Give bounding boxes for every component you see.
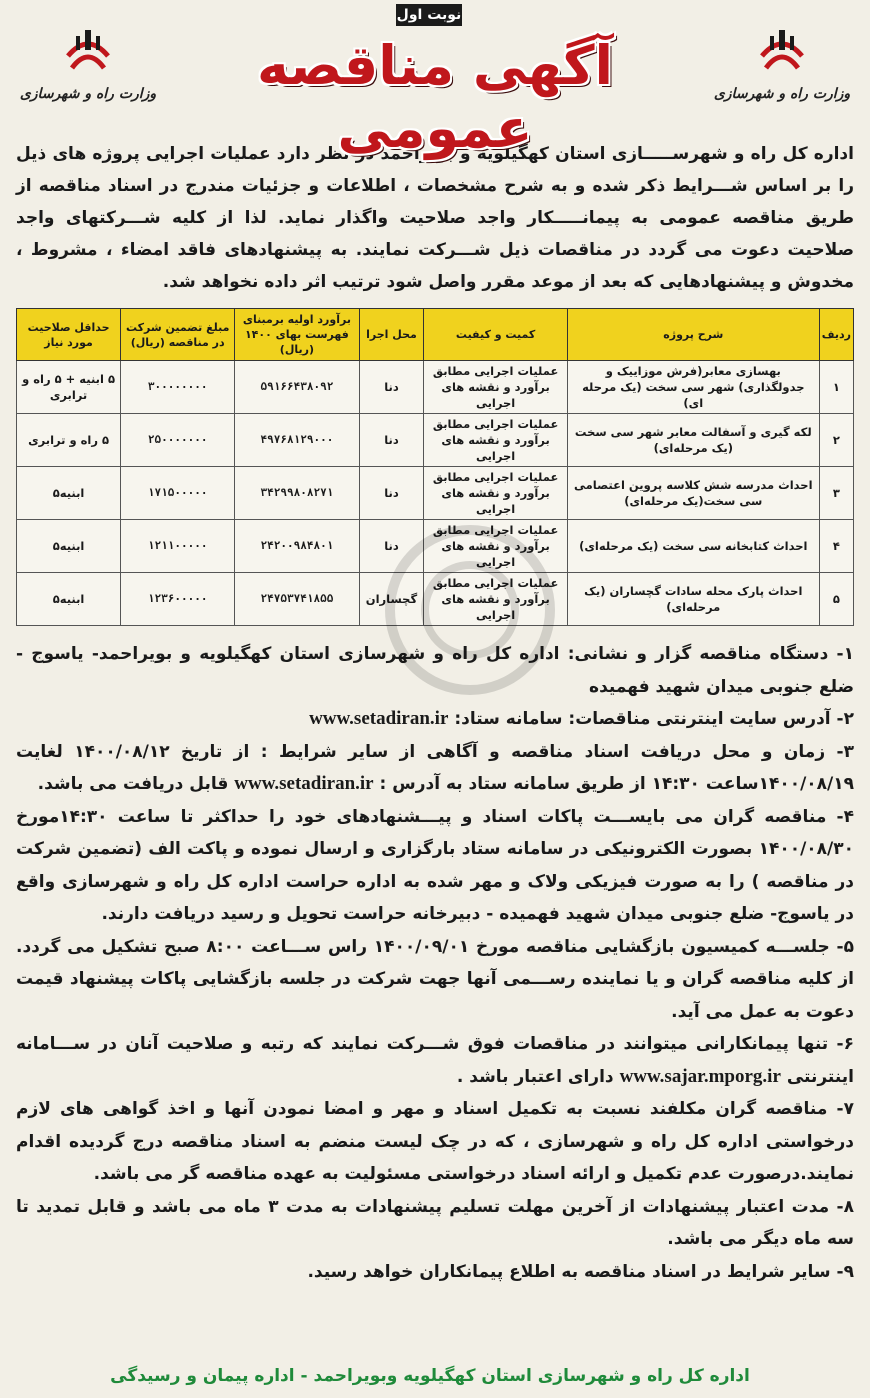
ministry-logo-right <box>712 26 852 126</box>
header-description: شرح پروژه <box>567 309 819 361</box>
cell-qualification: ۵ راه و ترابری <box>17 414 121 467</box>
cell-description: احداث کتابخانه سی سخت (یک مرحله‌ای) <box>567 520 819 573</box>
footer-signature: اداره کل راه و شهرسازی استان کهگیلویه وبویراحمد - اداره پیمان و رسیدگی <box>110 1366 750 1386</box>
cell-qualification: ۵ ابنیه + ۵ راه و ترابری <box>17 361 121 414</box>
cell-description: احداث مدرسه شش کلاسه پروین اعتصامی سی سخت(یک مرحله‌ای) <box>567 467 819 520</box>
condition-3 <box>16 736 854 801</box>
cell-quantity: عملیات اجرایی مطابق برآورد و نقشه های اجرایی <box>424 361 567 414</box>
cell-row-number: ۲ <box>819 414 853 467</box>
cell-qualification: ابنیه۵ <box>17 520 121 573</box>
condition-3-tail: قابل دریافت می باشد. <box>37 774 229 794</box>
cell-qualification: ابنیه۵ <box>17 467 121 520</box>
condition-3-text: ۳- زمان و محل دریافت اسناد مناقصه و آگاهی از سایر شرایط : از تاریخ ۱۴۰۰/۰۸/۱۲ لغایت ۱۴۰۰/۰۸/۱۹ساعت ۱۴:۳۰ از طریق سامانه ستاد به آدرس : <box>16 741 854 794</box>
cell-quantity: عملیات اجرایی مطابق برآورد و نقشه های اجرایی <box>424 520 567 573</box>
cell-estimate: ۵۹۱۶۶۴۳۸۰۹۲ <box>235 361 359 414</box>
cell-quantity: عملیات اجرایی مطابق برآورد و نقشه های اجرایی <box>424 414 567 467</box>
cell-estimate: ۲۴۷۵۳۷۴۱۸۵۵ <box>235 573 359 626</box>
intro-paragraph: اداره کل راه و شهرســـــازی استان کهگیلویه و بویراحمد در نظر دارد عملیات اجرایی پروژه های ذیل را بر اساس شـــرایط ذکر شده و به شرح مشخصات ، اطلاعات و جزئیات مندرج در اسناد مناقصه از طریق مناقصه عمومی به پیمانـــــکار واجد صلاحیت واگذار نماید. لذا از کلیه شـــرکتهای واجد صلاحیت دعوت می گردد در مناقصات ذیل شـــرکت نمایند. به پیشنهادهای فاقد امضاء ، مشروط ، مخدوش و پیشنهادهایی که بعد از موعد مقرر واصل شود ترتیب اثر داده نخواهد شد. <box>16 144 854 292</box>
header-estimate: برآورد اولیه برمبنای فهرست بهای ۱۴۰۰ (ریال) <box>235 309 359 361</box>
cell-location: دنا <box>359 361 424 414</box>
cell-row-number: ۱ <box>819 361 853 414</box>
cell-description: لکه گیری و آسفالت معابر شهر سی سخت (یک مرحله‌ای) <box>567 414 819 467</box>
condition-8: ۸- مدت اعتبار پیشنهادات از آخرین مهلت تسلیم پیشنهادات به مدت ۳ ماه می باشد و قابل تمدید تا سه ماه دیگر می باشد. <box>16 1196 854 1249</box>
table-row <box>17 361 854 414</box>
condition-1: ۱- دستگاه مناقصه گزار و نشانی: اداره کل راه و شهرسازی استان کهگیلویه و بویراحمد- یاسوج - ضلع جنوبی میدان شهید فهمیده <box>16 644 854 697</box>
setadiran-link[interactable]: www.setadiran.ir <box>234 773 374 794</box>
header-guarantee: مبلغ تضمین شرکت در مناقصه (ریال) <box>121 309 235 361</box>
header-qualification: حداقل صلاحیت مورد نیاز <box>17 309 121 361</box>
cell-location: دنا <box>359 520 424 573</box>
header-quantity: کمیت و کیفیت <box>424 309 567 361</box>
cell-guarantee: ۱۲۳۶۰۰۰۰۰ <box>121 573 235 626</box>
cell-qualification: ابنیه۵ <box>17 573 121 626</box>
cell-guarantee: ۳۰۰۰۰۰۰۰۰ <box>121 361 235 414</box>
condition-7: ۷- مناقصه گران مکلفند نسبت به تکمیل اسناد و مهر و امضا نمودن آنها و اخذ گواهی های لازم درخواستی اداره کل راه و شهرسازی ، که در چک لیست منضم به اسناد مناقصه درج گردیده اقدام نمایند.درصورت عدم تکمیل و ارائه اسناد درخواستی مسئولیت به عهده مناقصه گر می باشد. <box>16 1099 854 1184</box>
cell-quantity: عملیات اجرایی مطابق برآورد و نقشه های اجرایی <box>424 573 567 626</box>
table-header-row <box>17 309 854 361</box>
notice-title: آگهی مناقصه عمومی <box>256 34 614 160</box>
cell-location: گچساران <box>359 573 424 626</box>
cell-description: بهسازی معابر(فرش موزاییک و جدولگذاری) شهر سی سخت (یک مرحله ای) <box>567 361 819 414</box>
condition-6-text: ۶- تنها پیمانکارانی میتوانند در مناقصات فوق شـــرکت نمایند که رتبه و صلاحیت آنان در ســـامانه اینترنتی <box>16 1034 854 1087</box>
condition-5: ۵- جلســـه کمیسیون بازگشایی مناقصه مورخ ۱۴۰۰/۰۹/۰۱ راس ســـاعت ۸:۰۰ صبح تشکیل می گردد. از کلیه مناقصه گران و یا نماینده رســـمی آنها جهت شرکت در جلسه بازگشایی پاکات پیشنهاد قیمت دعوت به عمل می آید. <box>16 936 854 1022</box>
ministry-name-right: وزارت راه و شهرسازی <box>713 86 851 102</box>
cell-row-number: ۵ <box>819 573 853 626</box>
ministry-logo-left <box>18 26 158 126</box>
condition-9: ۹- سایر شرایط در اسناد مناقصه به اطلاع پیمانکاران خواهد رسید. <box>307 1261 854 1282</box>
condition-2-text: ۲- آدرس سایت اینترنتی مناقصات: سامانه ستاد: <box>454 709 854 729</box>
condition-6-tail: دارای اعتبار باشد . <box>456 1066 614 1087</box>
condition-4: ۴- مناقصه گران می بایســـت پاکات اسناد و پیـــشنهادهای خود را حداکثر تا ساعت ۱۴:۳۰مورخ ۱۴۰۰/۰۸/۳۰ بصورت الکترونیکی در سامانه ستاد بارگزاری و ارسال نموده و پاکت الف (تضمین شرکت در مناقصه ) را به صورت فیزیکی ولاک و مهر شده به اداره حراست اداره کل راه و شهرسازی واقع در یاسوج- ضلع جنوبی میدان شهید فهمیده - دبیرخانه حراست تحویل و رسید دریافت دارند. <box>16 806 854 924</box>
sajar-link[interactable]: www.sajar.mporg.ir <box>619 1065 781 1087</box>
ministry-name-left: وزارت راه و شهرسازی <box>19 86 157 102</box>
cell-estimate: ۴۹۷۶۸۱۲۹۰۰۰ <box>235 414 359 467</box>
condition-6 <box>16 1028 854 1093</box>
cell-row-number: ۳ <box>819 467 853 520</box>
cell-guarantee: ۲۵۰۰۰۰۰۰۰ <box>121 414 235 467</box>
condition-2 <box>16 703 854 736</box>
tender-table <box>16 308 854 626</box>
header-row-number: ردیف <box>819 309 853 361</box>
table-row <box>17 414 854 467</box>
cell-location: دنا <box>359 467 424 520</box>
header-location: محل اجرا <box>359 309 424 361</box>
setadiran-link[interactable]: www.setadiran.ir <box>309 708 449 729</box>
ministry-emblem-icon <box>58 26 118 84</box>
edition-badge: نوبت اول <box>396 4 462 26</box>
cell-location: دنا <box>359 414 424 467</box>
cell-row-number: ۴ <box>819 520 853 573</box>
cell-guarantee: ۱۲۱۱۰۰۰۰۰ <box>121 520 235 573</box>
conditions-list <box>16 638 854 1288</box>
table-row <box>17 520 854 573</box>
cell-quantity: عملیات اجرایی مطابق برآورد و نقشه های اجرایی <box>424 467 567 520</box>
table-row <box>17 573 854 626</box>
table-row <box>17 467 854 520</box>
cell-estimate: ۳۴۲۹۹۸۰۸۲۷۱ <box>235 467 359 520</box>
ministry-emblem-icon <box>752 26 812 84</box>
header <box>10 26 860 160</box>
cell-guarantee: ۱۷۱۵۰۰۰۰۰ <box>121 467 235 520</box>
cell-estimate: ۲۴۲۰۰۹۸۴۸۰۱ <box>235 520 359 573</box>
cell-description: احداث پارک محله سادات گچساران (یک مرحله‌ای) <box>567 573 819 626</box>
